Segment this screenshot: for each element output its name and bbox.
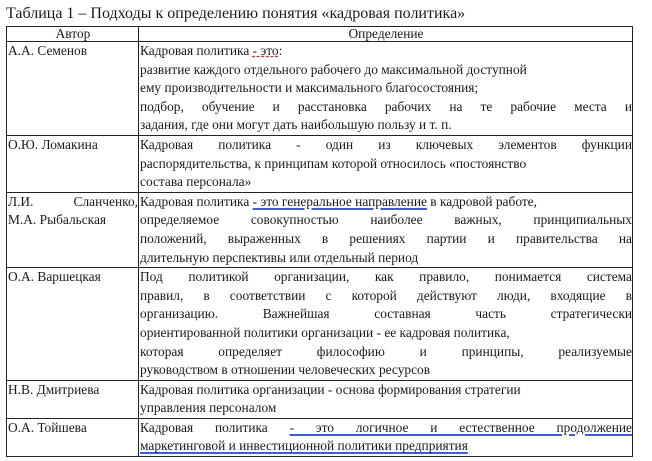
definition-cell xyxy=(139,192,633,267)
definition-line xyxy=(140,437,632,456)
table-row xyxy=(7,42,633,136)
author-cell: Н.В. Дмитриева xyxy=(7,380,139,418)
definition-line: управления персоналом xyxy=(140,400,277,416)
definition-line: распорядительства, к принципам которой относилось «постоянство xyxy=(140,155,527,171)
header-author: Автор xyxy=(7,27,139,42)
author-cell: О.А. Варшецкая xyxy=(7,268,139,381)
marked-text: - это логичное и естественное продолжение xyxy=(289,419,632,435)
definition-line: Кадровая политика - один из ключевых элементов функции xyxy=(140,136,632,152)
table-row xyxy=(7,135,633,192)
table-caption: Таблица 1 – Подходы к определению понятия «кадровая политика» xyxy=(6,5,466,22)
table-row xyxy=(7,268,633,381)
definition-cell xyxy=(139,418,633,456)
definition-line: Кадровая политика - это логичное и естественное продолжение xyxy=(140,419,632,435)
author-line: М.А. Рыбальская xyxy=(8,212,107,228)
marked-text: - это xyxy=(252,43,279,58)
author-cell xyxy=(7,192,139,267)
table-row xyxy=(7,380,633,418)
author-cell: О.Ю. Ломакина xyxy=(7,135,139,192)
definition-cell xyxy=(139,135,633,192)
marked-text: - это генеральное направление xyxy=(252,193,427,209)
definition-line: руководством в отношении человеческих ресурсов xyxy=(140,362,431,378)
marked-text: маркетинговой и инвестиционной политики предприятия xyxy=(140,438,468,454)
table-row xyxy=(7,192,633,267)
definition-line: Кадровая политика организации - основа формирования стратегии xyxy=(140,381,521,397)
definition-line: ориентированной политики организации - ее кадровая политика, xyxy=(140,324,510,340)
definition-line: Кадровая политика - это генеральное направление в кадровой работе, xyxy=(140,193,537,209)
header-definition: Определение xyxy=(139,27,633,42)
definition-line: организацию. Важнейшая составная часть стратегически xyxy=(140,306,632,322)
definition-cell xyxy=(139,380,633,418)
author-cell: А.А. Семенов xyxy=(7,42,139,136)
definition-line: Под политикой организации, как правило, понимается система xyxy=(140,269,632,285)
definition-cell xyxy=(139,268,633,381)
definition-line: которая определяет философию и принципы, реализуемые xyxy=(140,343,632,359)
definition-line: ему производительности и максимального благосостояния; xyxy=(140,80,479,96)
definition-line: развитие каждого отдельного рабочего до максимальной доступной xyxy=(140,61,527,77)
definition-line: подбор, обучение и расстановка рабочих на те рабочие места и xyxy=(140,98,632,114)
approaches-table xyxy=(6,26,633,457)
definition-line: задания, где они могут дать наибольшую пользу и т. п. xyxy=(140,117,452,133)
definition-cell xyxy=(139,42,633,136)
table-row xyxy=(7,418,633,456)
definition-line: состава персонала» xyxy=(140,174,252,190)
author-cell: О.А. Тойшева xyxy=(7,418,139,456)
table-header-row xyxy=(7,27,633,42)
definition-line: Кадровая политика - это: xyxy=(140,43,283,58)
definition-line: длительную перспективы или отдельный период xyxy=(140,249,419,265)
definition-line: определяемое совокупностью наиболее важных, принципиальных xyxy=(140,212,632,228)
definition-line: положений, выраженных в решениях партии и правительства на xyxy=(140,230,632,246)
author-line: Л.И. Сланченко, xyxy=(8,193,138,209)
definition-line: правил, в соответствии с которой действуют люди, входящие в xyxy=(140,287,632,303)
